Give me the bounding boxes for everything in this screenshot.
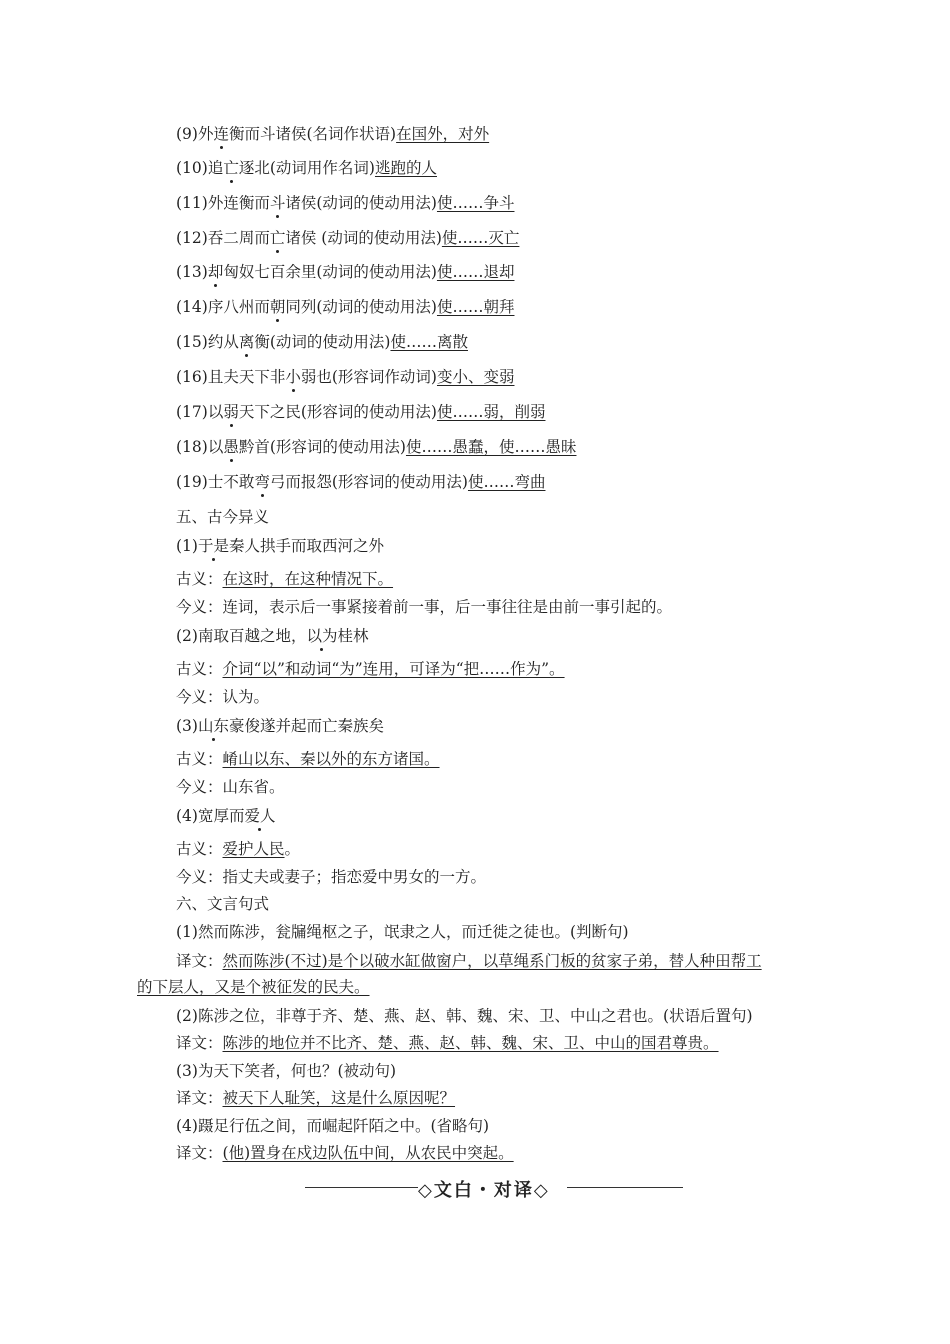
sentence-pattern-2: (2)陈涉之位，非尊于齐、楚、燕、赵、韩、魏、宋、卫、中山之君也。(状语后置句) [176, 1007, 753, 1025]
item-text: (9) [176, 125, 198, 143]
translation-2: 译文：陈涉的地位并不比齐、楚、燕、赵、韩、魏、宋、卫、中山的国君尊贵。 [176, 1034, 719, 1052]
ancient-meaning-4: 古义：爱护人民。 [176, 840, 301, 858]
item-answer: 使……离散 [390, 333, 468, 351]
item-text: (15) [176, 333, 208, 351]
item-answer: 使……争斗 [436, 194, 515, 212]
item-text: (17) [176, 403, 208, 421]
word-usage-item [176, 297, 514, 317]
item-text: 序八州而 [207, 298, 270, 316]
item-text: (11) [176, 194, 208, 212]
item-answer: 使……灭亡 [441, 229, 520, 247]
item-text: 小 [285, 368, 301, 386]
sentence-pattern-4: (4)蹑足行伍之间，而崛起阡陌之中。(省略句) [176, 1117, 490, 1135]
item-text: 黔首(形容词的使动用法) [238, 438, 406, 456]
item-text: (19) [176, 473, 208, 491]
item-text: 连 [213, 125, 229, 143]
item-text: (13) [176, 263, 208, 281]
item-text: 诸侯(动词的使动用法) [285, 194, 437, 212]
item-text: 士不敢 [207, 473, 255, 491]
item-text: 衡而斗诸侯(名词作状语) [229, 125, 397, 143]
word-usage-item [176, 367, 514, 387]
item-text: 却 [207, 263, 224, 281]
ancient-meaning-question-4: (4)宽厚而爱人 [176, 807, 276, 825]
item-text: 弱也(形容词作动词) [300, 368, 437, 386]
modern-meaning-2: 今义：认为。 [176, 688, 270, 706]
sentence-pattern-3: (3)为天下笑者，何也？(被动句) [176, 1062, 397, 1080]
item-text: 外连衡而 [207, 194, 270, 212]
item-text: 约从 [207, 333, 239, 351]
item-text: 朝 [269, 298, 286, 316]
item-text: (10) [176, 159, 208, 177]
word-usage-item [176, 472, 545, 492]
modern-meaning-1: 今义：连词，表示后一事紧接着前一事，后一事往往是由前一事引起的。 [176, 598, 673, 616]
item-text: 离 [238, 333, 255, 351]
ancient-meaning-1: 古义：在这时，在这种情况下。 [176, 570, 394, 588]
item-text: 愚 [223, 438, 239, 456]
word-usage-item [176, 193, 514, 213]
translation-4: 译文：(他)置身在戍边队伍中间，从农民中突起。 [176, 1144, 514, 1162]
ancient-meaning-question-1: (1)于是秦人拱手而取西河之外 [176, 537, 384, 555]
word-usage-item [176, 332, 468, 352]
ancient-meaning-3: 古义：崤山以东、秦以外的东方诸国。 [176, 750, 440, 768]
item-answer: 在国外，对外 [396, 125, 490, 143]
item-answer: 使……退却 [436, 263, 515, 281]
item-text: 同列(动词的使动用法) [285, 298, 437, 316]
item-text: 且夫天下非 [207, 368, 286, 386]
modern-meaning-3: 今义：山东省。 [176, 778, 285, 796]
section-5-title: 五、古今异义 [176, 508, 270, 526]
word-usage-item [176, 262, 514, 282]
sentence-pattern-1: (1)然而陈涉，瓮牖绳枢之子，氓隶之人，而迁徙之徒也。(判断句) [176, 923, 629, 941]
item-text: 以 [207, 403, 224, 421]
word-usage-item [176, 402, 545, 422]
footer-rule-right [567, 1187, 683, 1188]
item-text: 外 [197, 125, 214, 143]
word-usage-item [176, 124, 489, 144]
item-text: 斗 [269, 194, 286, 212]
item-text: 衡(动词的使动用法) [254, 333, 391, 351]
item-text: (18) [176, 438, 208, 456]
item-answer: 使……弱，削弱 [436, 403, 546, 421]
item-answer: 使……愚蠢，使……愚昧 [405, 438, 577, 456]
item-text: (16) [176, 368, 208, 386]
item-text: 诸侯 (动词的使动用法) [285, 229, 442, 247]
item-text: 亡 [269, 229, 286, 247]
word-usage-item [176, 228, 519, 248]
translation-1: 译文：然而陈涉(不过)是个以破水缸做窗户，以草绳系门板的贫家子弟，替人种田帮工 的下层人，又是个被征发的民夫。 [137, 952, 762, 996]
word-usage-item [176, 437, 576, 457]
translation-3: 译文：被天下人耻笑，这是什么原因呢？ [176, 1089, 456, 1107]
item-text: 弱 [223, 403, 239, 421]
item-text: 弓而报怨(形容词的使动用法) [269, 473, 468, 491]
ancient-meaning-question-2: (2)南取百越之地，以为桂林 [176, 627, 369, 645]
item-text: 追 [207, 159, 224, 177]
item-text: 天下之民(形容词的使动用法) [238, 403, 437, 421]
modern-meaning-4: 今义：指丈夫或妻子；指恋爱中男女的一方。 [176, 868, 487, 886]
ancient-meaning-2: 古义：介词“以”和动词“为”连用，可译为“把……作为”。 [176, 660, 565, 678]
ancient-meaning-question-3: (3)山东豪俊遂并起而亡秦族矣 [176, 717, 384, 735]
item-text: (12) [176, 229, 208, 247]
item-answer: 逃跑的人 [374, 159, 437, 177]
section-6-title: 六、文言句式 [176, 895, 270, 913]
item-text: 弯 [254, 473, 270, 491]
item-text: (14) [176, 298, 208, 316]
item-answer: 使……弯曲 [467, 473, 546, 491]
item-text: 吞二周而 [207, 229, 270, 247]
item-text: 匈奴七百余里(动词的使动用法) [223, 263, 437, 281]
item-text: 亡 [223, 159, 239, 177]
footer-rule-left [305, 1187, 418, 1188]
item-text: 逐北(动词用作名词) [238, 159, 375, 177]
footer-section-title: ◇文白・对译◇ [418, 1180, 550, 1201]
item-text: 以 [207, 438, 224, 456]
word-usage-item [176, 158, 437, 178]
item-answer: 变小、变弱 [436, 368, 515, 386]
item-answer: 使……朝拜 [436, 298, 515, 316]
